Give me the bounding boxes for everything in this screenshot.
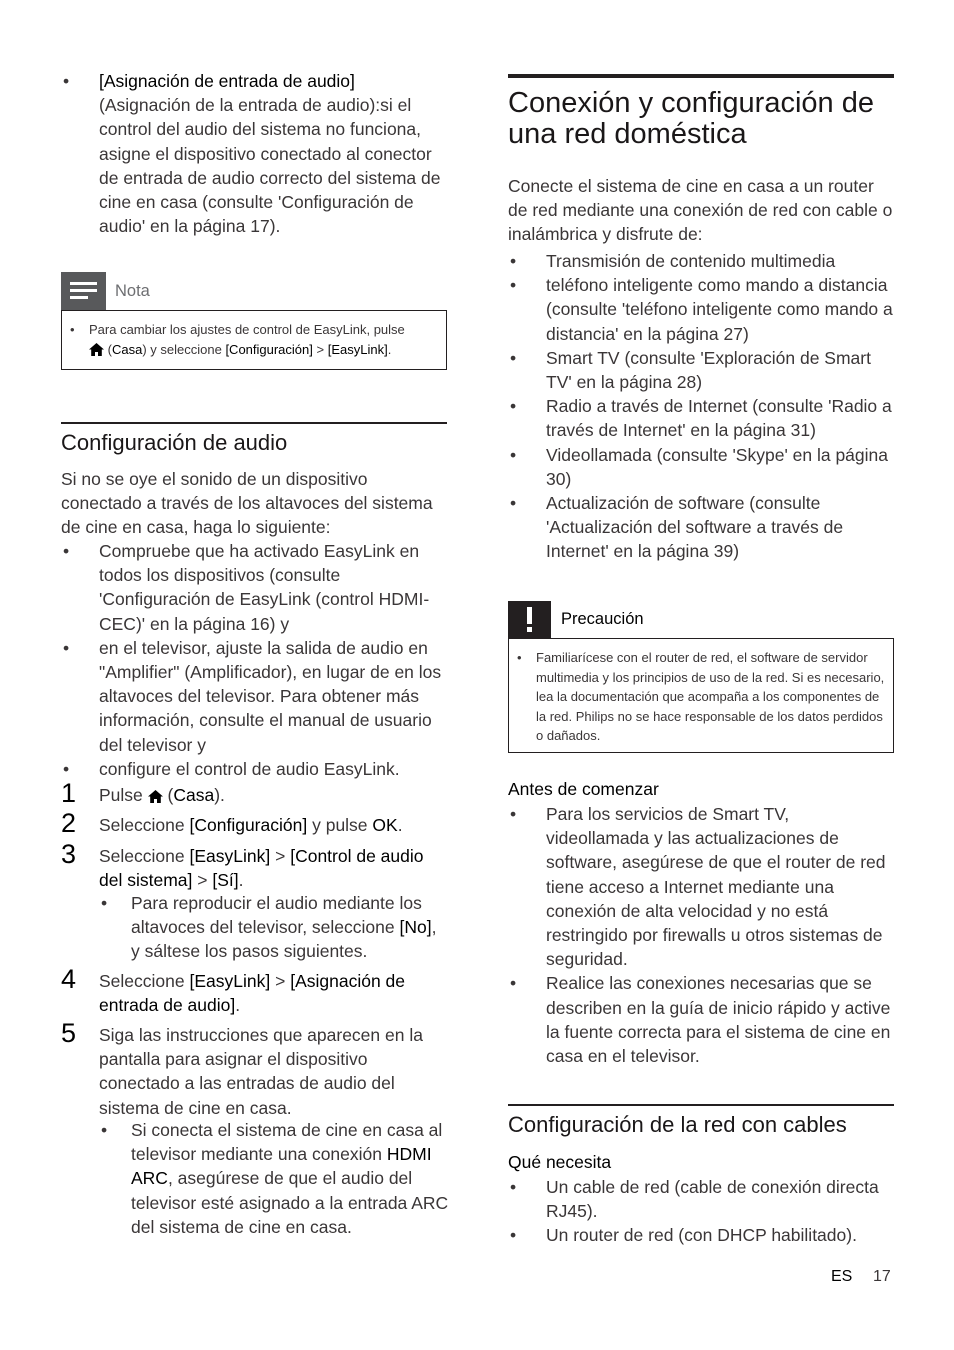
step-number: 5 [61,1018,77,1048]
section-heading-wired: Configuración de la red con cables [508,1104,894,1139]
step-5: 5 Siga las instrucciones que aparecen en la pantalla para asignar el dispositivo conectado a las entradas de audio del sistema de cine en casa. [61,1018,423,1118]
audio-bullets [61,539,449,781]
step-number: 2 [61,808,77,838]
caution-text: • Familiarícese con el router de red, el software de servidor multimedia y los principios de uso de la red. Si es necesario, lea la documentación que acompaña a los componentes de la red. Philips no se hace responsable de los datos perdidos o dañados. [509,648,893,746]
page-number: 17 [873,1268,891,1285]
audio-intro: Si no se oye el sonido de un dispositivo conectado a través de los altavoces del sistema de cine en casa, haga lo siguiente: [61,469,433,538]
before-heading: Antes de comenzar [508,779,659,799]
list-item: • Videollamada (consulte 'Skype' en la página 30) [508,443,894,491]
audio-bullet: • configure el control de audio EasyLink. [61,757,449,781]
home-icon [148,790,163,803]
audio-input-text: (Asignación de la entrada de audio):si el control del audio del sistema no funciona, asigne el dispositivo conectado al conector de entrada de audio correcto del sistema de cine en casa (consulte 'Configuración de audio' en la página 17). [99,95,441,237]
caution-box [508,601,894,753]
note-text: • Para cambiar los ajustes de control de EasyLink, pulse (Casa) y seleccione [Configuración] > [EasyLink]. [62,320,446,359]
section-heading-audio: Configuración de audio [61,422,447,457]
list-item: • Radio a través de Internet (consulte 'Radio a través de Internet' en la página 31) [508,394,894,442]
step-number: 1 [61,778,77,808]
caution-label: Precaución [561,610,644,628]
list-item: • Smart TV (consulte 'Exploración de Smart TV' en la página 28) [508,346,894,394]
step-5-sub-bullet: • Si conecta el sistema de cine en casa al televisor mediante una conexión HDMI ARC, asegúrese de que el audio del televisor esté asignado a la entrada ARC del sistema de cine en casa. [99,1118,449,1239]
audio-bullet: • Compruebe que ha activado EasyLink en todos los dispositivos (consulte 'Configuración de EasyLink (control HDMI-CEC)' en la página 16) y [61,539,449,636]
network-intro: Conecte el sistema de cine en casa a un router de red mediante una conexión de red con cable o inalámbrica y disfrute de: [508,176,893,245]
caution-content [508,638,894,753]
note-label: Nota [115,282,150,300]
bullet-audio-input-assignment [61,69,449,238]
wired-subheading: Qué necesita [508,1152,612,1172]
before-list [508,802,894,1068]
page-title: Conexión y configuración de una red doméstica [508,74,894,150]
step-3: 3 Seleccione [EasyLink] > [Control de audio del sistema] > [Sí]. [61,839,424,891]
home-icon [89,343,104,356]
wired-list [508,1175,894,1248]
step-2: 2 Seleccione [Configuración] y pulse OK. [61,808,403,838]
list-item: • Transmisión de contenido multimedia [508,249,894,273]
list-item: • Realice las conexiones necesarias que se describen en la guía de inicio rápido y active la fuente correcta para el sistema de cine en casa en el televisor. [508,971,894,1068]
note-icon [61,272,106,310]
list-item: • Un router de red (con DHCP habilitado). [508,1223,894,1247]
step-4: 4 Seleccione [EasyLink] > [Asignación de entrada de audio]. [61,964,406,1016]
note-box [61,272,447,370]
list-item: • Actualización de software (consulte 'Actualización del software a través de Internet' en la página 39) [508,491,894,564]
list-item: • Un cable de red (cable de conexión directa RJ45). [508,1175,894,1223]
network-features-list [508,249,894,564]
note-content [61,310,447,370]
audio-input-term: [Asignación de entrada de audio] [99,71,355,91]
language-code: ES [831,1268,853,1285]
audio-bullet: • en el televisor, ajuste la salida de audio en "Amplifier" (Amplificador), en lugar de en los altavoces del televisor. Para obtener más información, consulte el manual de usuario del televisor y [61,636,449,757]
step-number: 4 [61,964,77,994]
list-item: • teléfono inteligente como mando a distancia (consulte 'teléfono inteligente como mando a distancia' en la página 27) [508,273,894,346]
page-footer [820,1268,895,1288]
step-1: 1 Pulse (Casa). [61,778,225,808]
list-item: • Para los servicios de Smart TV, videollamada y las actualizaciones de software, asegúrese de que el router de red tiene acceso a Internet mediante una conexión de alta velocidad y no está restringido por firewalls u otros sistemas de seguridad. [508,802,894,971]
caution-icon [508,601,551,638]
step-3-sub-bullet: • Para reproducir el audio mediante los altavoces del televisor, seleccione [No], y sáltese los pasos siguientes. [99,891,449,964]
step-number: 3 [61,839,77,869]
